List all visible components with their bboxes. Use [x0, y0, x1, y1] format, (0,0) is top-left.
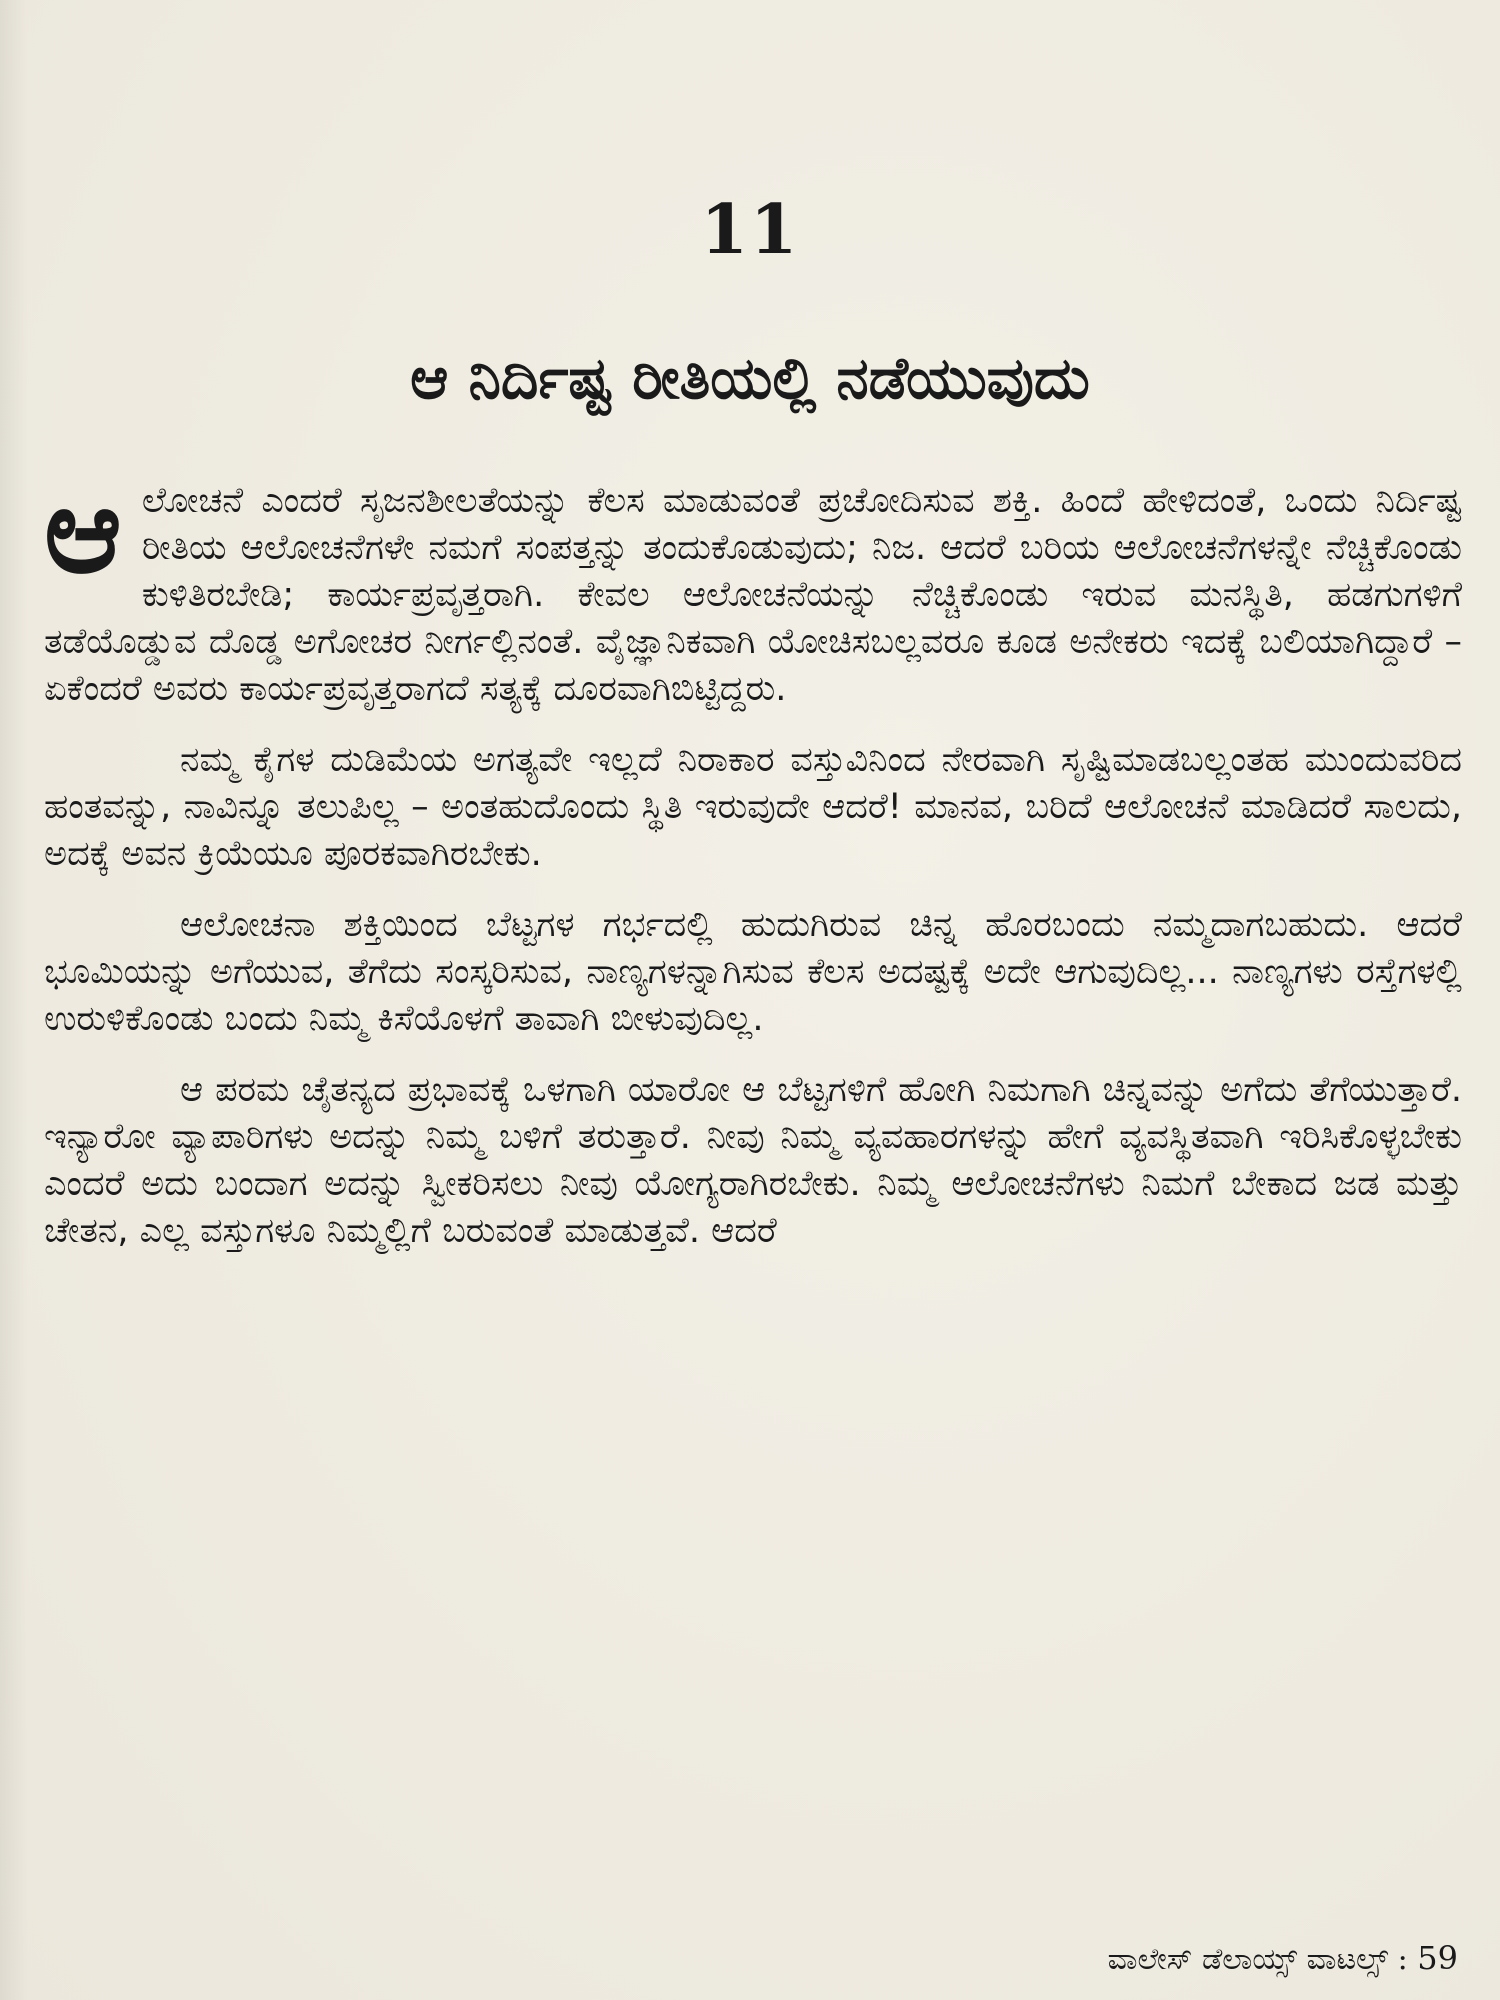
- paragraph-1-text: ಲೋಚನೆ ಎಂದರೆ ಸೃಜನಶೀಲತೆಯನ್ನು ಕೆಲಸ ಮಾಡುವಂತೆ ಪ್ರಚೋದಿಸುವ ಶಕ್ತಿ. ಹಿಂದೆ ಹೇಳಿದಂತೆ, ಒಂದು ನಿರ್ದಿಷ್ಟ ರೀತಿಯ ಆಲೋಚನೆಗಳೇ ನಮಗೆ ಸಂಪತ್ತನ್ನು ತಂದುಕೊಡುವುದು; ನಿಜ. ಆದರೆ ಬರಿಯ ಆಲೋಚನೆಗಳನ್ನೇ ನೆಚ್ಚಿಕೊಂಡು ಕುಳಿತಿರಬೇಡಿ; ಕಾರ್ಯಪ್ರವೃತ್ತರಾಗಿ. ಕೇವಲ ಆಲೋಚನೆಯನ್ನು ನೆಚ್ಚಿಕೊಂಡು ಇರುವ ಮನಸ್ಥಿತಿ, ಹಡಗುಗಳಿಗೆ ತಡೆಯೊಡ್ಡುವ ದೊಡ್ಡ ಅಗೋಚರ ನೀರ್ಗಲ್ಲಿನಂತೆ. ವೈಜ್ಞಾನಿಕವಾಗಿ ಯೋಚಿಸಬಲ್ಲವರೂ ಕೂಡ ಅನೇಕರು ಇದಕ್ಕೆ ಬಲಿಯಾಗಿದ್ದಾರೆ – ಏಕೆಂದರೆ ಅವರು ಕಾರ್ಯಪ್ರವೃತ್ತರಾಗದೆ ಸತ್ಯಕ್ಕೆ ದೂರವಾಗಿಬಿಟ್ಟಿದ್ದರು.: [44, 481, 1462, 709]
- drop-cap: ಆ: [44, 461, 122, 599]
- footer-separator: :: [1397, 1942, 1408, 1977]
- paragraph-2: ನಮ್ಮ ಕೈಗಳ ದುಡಿಮೆಯ ಅಗತ್ಯವೇ ಇಲ್ಲದೆ ನಿರಾಕಾರ ವಸ್ತುವಿನಿಂದ ನೇರವಾಗಿ ಸೃಷ್ಟಿಮಾಡಬಲ್ಲಂತಹ ಮುಂದುವರಿದ ಹಂತವನ್ನು, ನಾವಿನ್ನೂ ತಲುಪಿಲ್ಲ – ಅಂತಹುದೊಂದು ಸ್ಥಿತಿ ಇರುವುದೇ ಆದರೆ! ಮಾನವ, ಬರಿದೆ ಆಲೋಚನೆ ಮಾಡಿದರೆ ಸಾಲದು, ಅದಕ್ಕೆ ಅವನ ಕ್ರಿಯೆಯೂ ಪೂರಕವಾಗಿರಬೇಕು.: [44, 740, 1462, 874]
- paragraph-4: ಆ ಪರಮ ಚೈತನ್ಯದ ಪ್ರಭಾವಕ್ಕೆ ಒಳಗಾಗಿ ಯಾರೋ ಆ ಬೆಟ್ಟಗಳಿಗೆ ಹೋಗಿ ನಿಮಗಾಗಿ ಚಿನ್ನವನ್ನು ಅಗೆದು ತೆಗೆಯುತ್ತಾರೆ. ಇನ್ಯಾರೋ ವ್ಯಾಪಾರಿಗಳು ಅದನ್ನು ನಿಮ್ಮ ಬಳಿಗೆ ತರುತ್ತಾರೆ. ನೀವು ನಿಮ್ಮ ವ್ಯವಹಾರಗಳನ್ನು ಹೇಗೆ ವ್ಯವಸ್ಥಿತವಾಗಿ ಇರಿಸಿಕೊಳ್ಳಬೇಕು ಎಂದರೆ ಅದು ಬಂದಾಗ ಅದನ್ನು ಸ್ವೀಕರಿಸಲು ನೀವು ಯೋಗ್ಯರಾಗಿರಬೇಕು. ನಿಮ್ಮ ಆಲೋಚನೆಗಳು ನಿಮಗೆ ಬೇಕಾದ ಜಡ ಮತ್ತು ಚೇತನ, ಎಲ್ಲ ವಸ್ತುಗಳೂ ನಿಮ್ಮಲ್ಲಿಗೆ ಬರುವಂತೆ ಮಾಡುತ್ತವೆ. ಆದರೆ: [44, 1070, 1462, 1251]
- page-footer: [1108, 1938, 1458, 1980]
- chapter-title: ಆ ನಿರ್ದಿಷ್ಟ ರೀತಿಯಲ್ಲಿ ನಡೆಯುವುದು: [410, 344, 1090, 412]
- chapter-number: 11: [700, 190, 800, 270]
- body-text: [44, 461, 1462, 1255]
- footer-author: ವಾಲೇಸ್ ಡೆಲಾಯ್ಸ್ ವಾಟಲ್ಸ್: [1107, 1942, 1389, 1977]
- page-number: 59: [1417, 1939, 1458, 1977]
- paragraph-3: ಆಲೋಚನಾ ಶಕ್ತಿಯಿಂದ ಬೆಟ್ಟಗಳ ಗರ್ಭದಲ್ಲಿ ಹುದುಗಿರುವ ಚಿನ್ನ ಹೊರಬಂದು ನಮ್ಮದಾಗಬಹುದು. ಆದರೆ ಭೂಮಿಯನ್ನು ಅಗೆಯುವ, ತೆಗೆದು ಸಂಸ್ಕರಿಸುವ, ನಾಣ್ಯಗಳನ್ನಾಗಿಸುವ ಕೆಲಸ ಅದಷ್ಟಕ್ಕೆ ಅದೇ ಆಗುವುದಿಲ್ಲ... ನಾಣ್ಯಗಳು ರಸ್ತೆಗಳಲ್ಲಿ ಉರುಳಿಕೊಂಡು ಬಂದು ನಿಮ್ಮ ಕಿಸೆಯೊಳಗೆ ತಾವಾಗಿ ಬೀಳುವುದಿಲ್ಲ.: [44, 905, 1462, 1039]
- paragraph-1: [44, 461, 1462, 713]
